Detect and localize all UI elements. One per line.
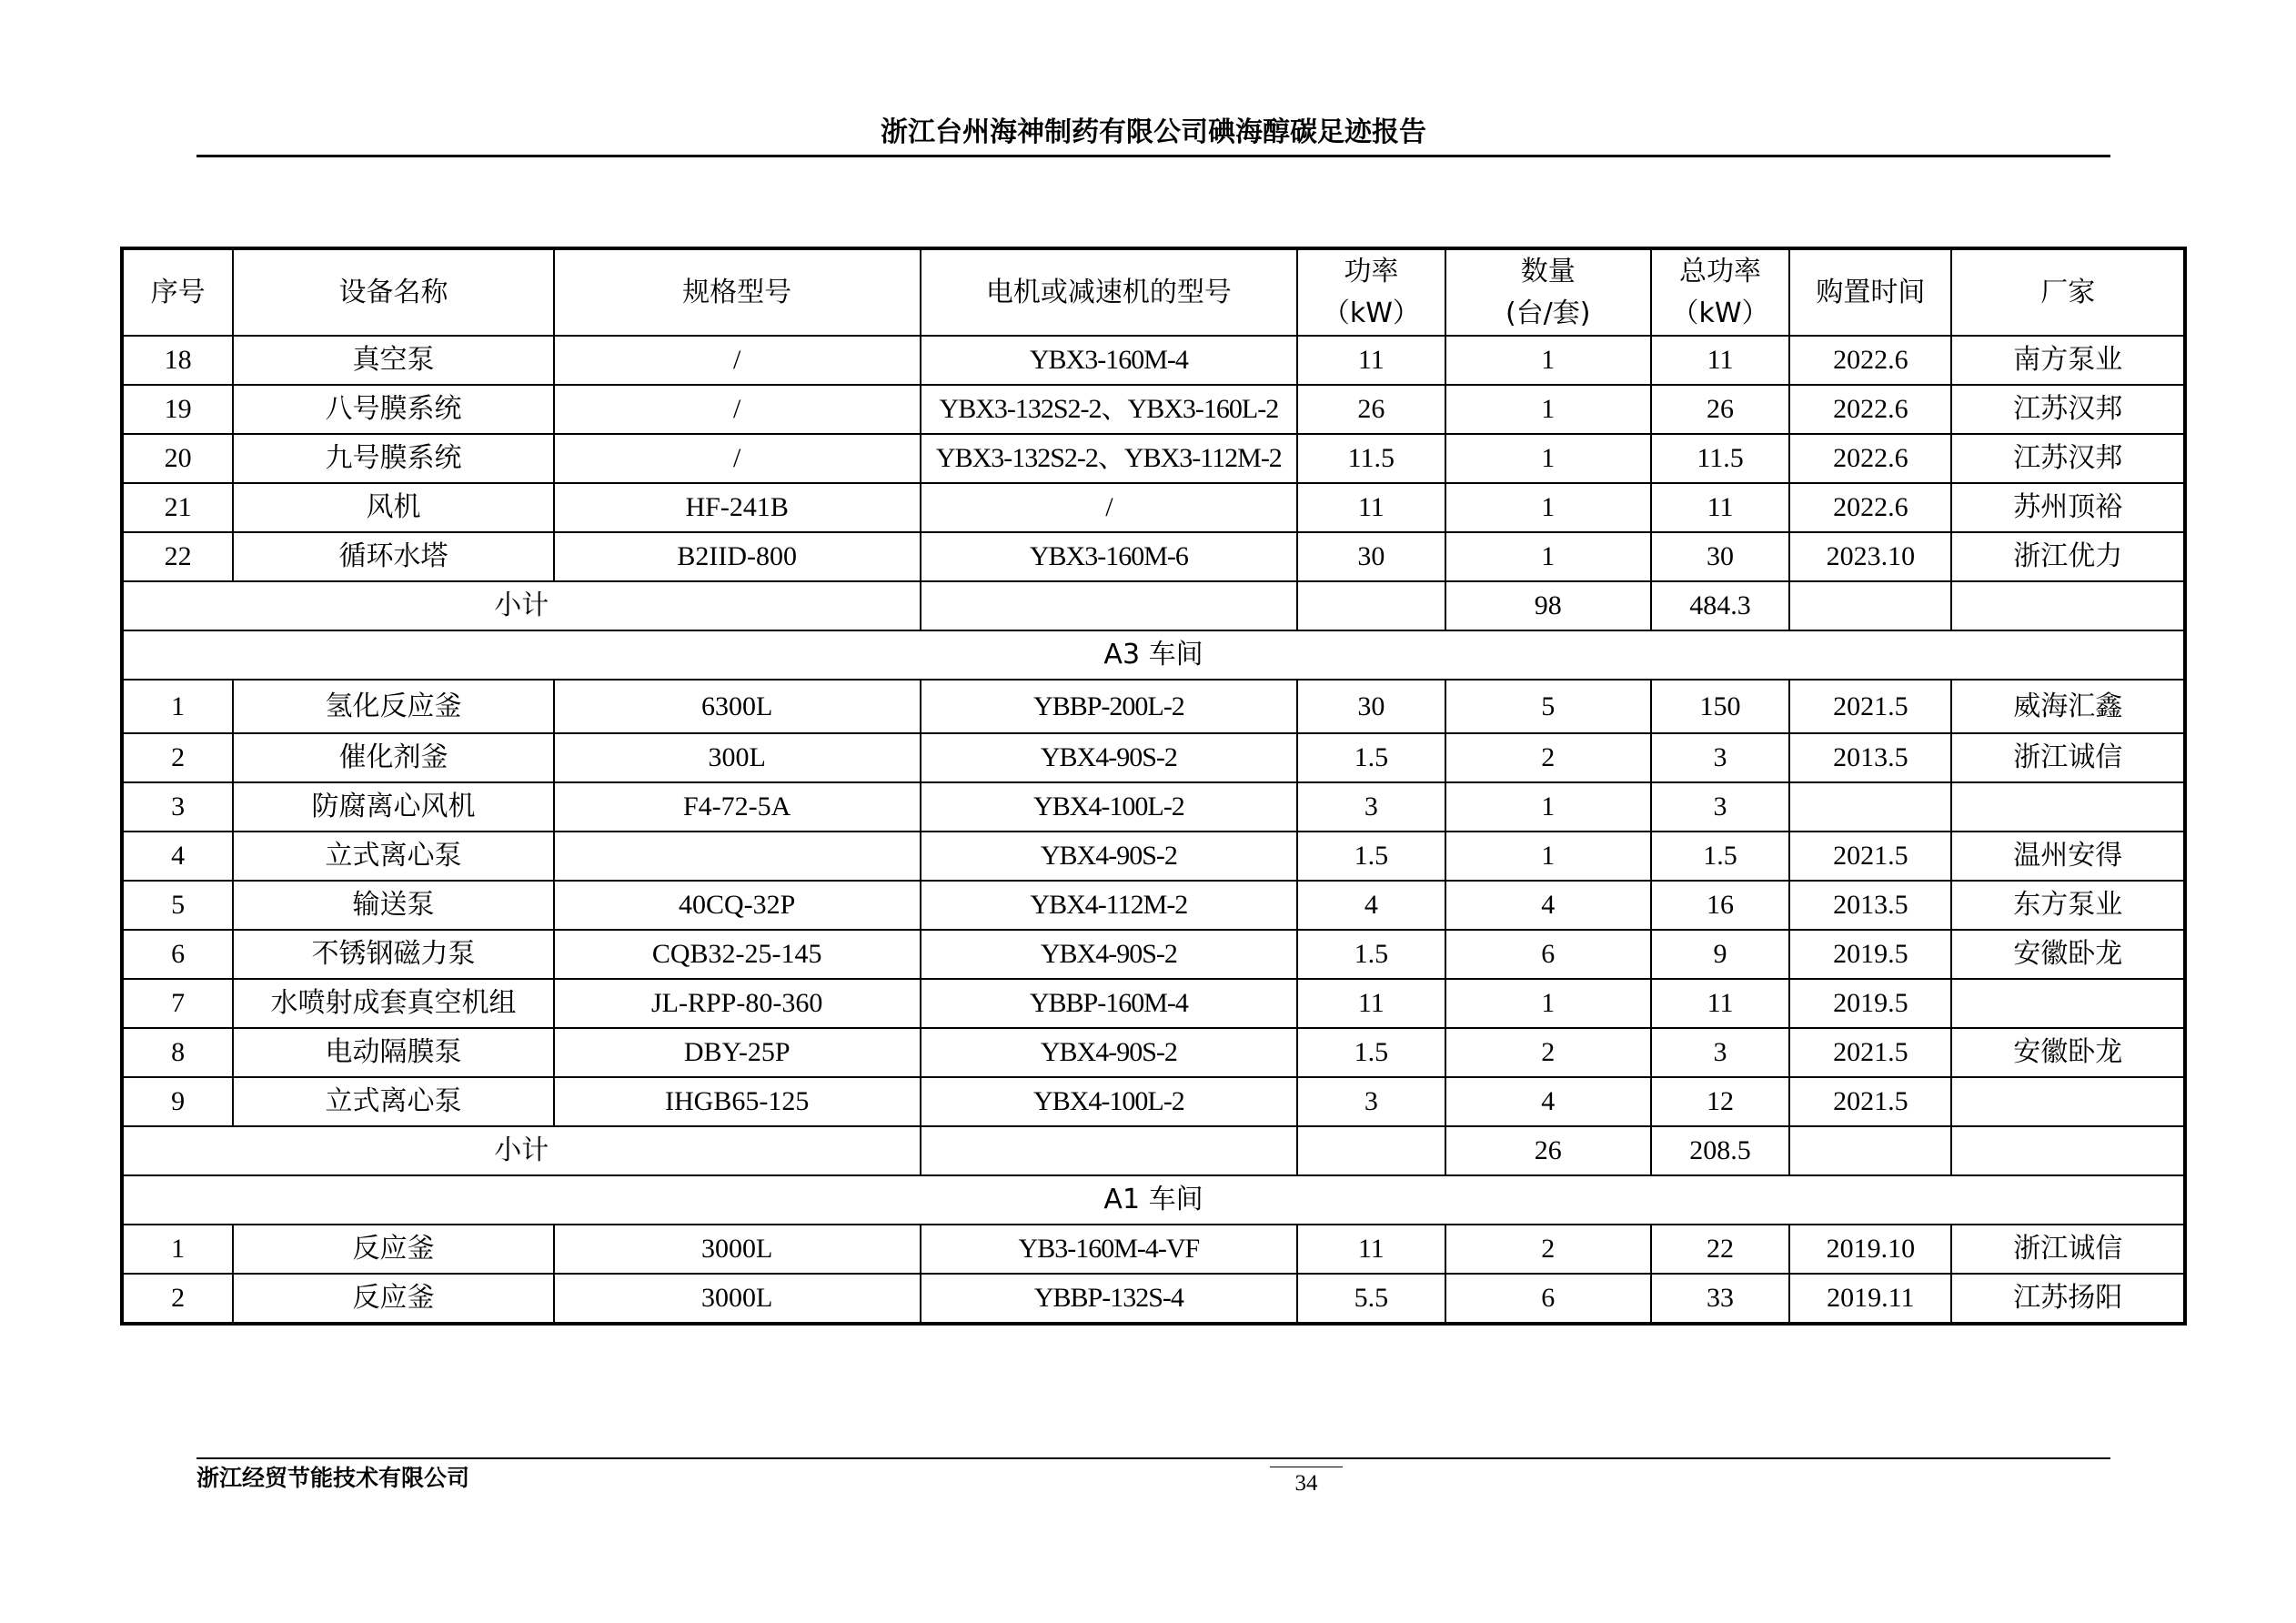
cell-maker [1951,782,2185,832]
cell-motor: YBX3-160M-6 [921,532,1298,581]
cell-maker: 威海汇鑫 [1951,680,2185,733]
header-spec: 规格型号 [554,248,921,336]
cell-power: 5.5 [1297,1274,1445,1324]
cell-date: 2021.5 [1789,680,1951,733]
cell-name: 风机 [233,483,554,532]
cell-power: 1.5 [1297,1028,1445,1077]
cell-qty: 2 [1445,733,1651,782]
cell-motor: YBBP-200L-2 [921,680,1298,733]
cell-motor: YBX4-90S-2 [921,930,1298,979]
footer-divider [196,1457,2110,1459]
cell-power: 1.5 [1297,930,1445,979]
section-a1-heading: A1 车间 [122,1175,2185,1225]
cell-total: 11 [1651,483,1789,532]
cell-seq: 6 [122,930,233,979]
table-row [122,336,2185,385]
footer-company: 浙江经贸节能技术有限公司 [196,1465,470,1491]
section-a3-heading: A3 车间 [122,630,2185,680]
cell-motor: YBX3-132S2-2、YBX3-160L-2 [921,385,1298,434]
cell-date: 2013.5 [1789,881,1951,930]
cell-qty: 6 [1445,930,1651,979]
cell-seq: 5 [122,881,233,930]
cell-name: 八号膜系统 [233,385,554,434]
cell-power: 11 [1297,483,1445,532]
cell-power: 30 [1297,680,1445,733]
cell-spec: F4-72-5A [554,782,921,832]
cell-motor: YBX4-112M-2 [921,881,1298,930]
subtotal-motor [921,1126,1298,1175]
table-row [122,733,2185,782]
header-qty-line1: 数量 [1520,255,1576,287]
cell-name: 反应釜 [233,1225,554,1274]
table-row [122,483,2185,532]
table-row [122,434,2185,483]
header-maker: 厂家 [1951,248,2185,336]
cell-total: 11 [1651,336,1789,385]
cell-motor: YB3-160M-4-VF [921,1225,1298,1274]
cell-spec: / [554,385,921,434]
cell-name: 电动隔膜泵 [233,1028,554,1077]
cell-maker: 浙江诚信 [1951,733,2185,782]
subtotal-power [1297,581,1445,630]
cell-power: 1.5 [1297,733,1445,782]
cell-motor: YBX3-132S2-2、YBX3-112M-2 [921,434,1298,483]
cell-qty: 4 [1445,1077,1651,1126]
cell-motor: YBX4-100L-2 [921,1077,1298,1126]
cell-date: 2021.5 [1789,1077,1951,1126]
cell-spec: 3000L [554,1274,921,1324]
subtotal-row [122,1126,2185,1175]
cell-qty: 1 [1445,832,1651,881]
cell-spec: DBY-25P [554,1028,921,1077]
subtotal-label: 小计 [122,1126,921,1175]
table-row [122,1225,2185,1274]
cell-power: 4 [1297,881,1445,930]
cell-maker: 江苏扬阳 [1951,1274,2185,1324]
cell-date: 2019.5 [1789,979,1951,1028]
cell-maker: 浙江诚信 [1951,1225,2185,1274]
cell-maker: 安徽卧龙 [1951,1028,2185,1077]
cell-spec: / [554,434,921,483]
cell-qty: 1 [1445,979,1651,1028]
cell-total: 3 [1651,733,1789,782]
cell-name: 水喷射成套真空机组 [233,979,554,1028]
cell-total: 12 [1651,1077,1789,1126]
cell-name: 输送泵 [233,881,554,930]
header-name: 设备名称 [233,248,554,336]
cell-qty: 6 [1445,1274,1651,1324]
cell-qty: 1 [1445,385,1651,434]
cell-date: 2013.5 [1789,733,1951,782]
cell-total: 30 [1651,532,1789,581]
cell-total: 33 [1651,1274,1789,1324]
cell-maker: 浙江优力 [1951,532,2185,581]
subtotal-date [1789,1126,1951,1175]
cell-date: 2019.11 [1789,1274,1951,1324]
cell-name: 立式离心泵 [233,1077,554,1126]
cell-motor: YBX4-100L-2 [921,782,1298,832]
table-row [122,881,2185,930]
cell-seq: 7 [122,979,233,1028]
subtotal-total: 484.3 [1651,581,1789,630]
header-qty-line2: (台/套) [1505,297,1591,329]
cell-maker [1951,1077,2185,1126]
table-row [122,1077,2185,1126]
cell-seq: 9 [122,1077,233,1126]
cell-date: 2022.6 [1789,385,1951,434]
cell-spec: HF-241B [554,483,921,532]
cell-qty: 1 [1445,434,1651,483]
table-header-row [122,248,2185,336]
cell-date: 2021.5 [1789,1028,1951,1077]
report-title: 浙江台州海神制药有限公司碘海醇碳足迹报告 [881,116,1426,148]
cell-spec: 3000L [554,1225,921,1274]
cell-seq: 1 [122,680,233,733]
cell-spec [554,832,921,881]
table-row [122,979,2185,1028]
page-number: 34 [1294,1471,1318,1496]
table-row [122,532,2185,581]
cell-name: 反应釜 [233,1274,554,1324]
cell-maker [1951,979,2185,1028]
cell-qty: 5 [1445,680,1651,733]
subtotal-row [122,581,2185,630]
cell-spec: IHGB65-125 [554,1077,921,1126]
cell-total: 11.5 [1651,434,1789,483]
header-power-line1: 功率 [1344,255,1399,287]
cell-seq: 8 [122,1028,233,1077]
cell-spec: 6300L [554,680,921,733]
cell-maker: 东方泵业 [1951,881,2185,930]
cell-qty: 1 [1445,532,1651,581]
cell-date [1789,782,1951,832]
cell-date: 2022.6 [1789,434,1951,483]
cell-power: 26 [1297,385,1445,434]
cell-total: 16 [1651,881,1789,930]
cell-date: 2021.5 [1789,832,1951,881]
cell-power: 1.5 [1297,832,1445,881]
cell-name: 氢化反应釜 [233,680,554,733]
table-row [122,1274,2185,1324]
cell-qty: 2 [1445,1028,1651,1077]
header-total-line2: （kW） [1671,297,1769,329]
cell-total: 11 [1651,979,1789,1028]
header-total-line1: 总功率 [1679,255,1762,287]
cell-power: 3 [1297,1077,1445,1126]
equipment-table [120,247,2187,1326]
cell-total: 3 [1651,1028,1789,1077]
cell-name: 立式离心泵 [233,832,554,881]
cell-motor: / [921,483,1298,532]
cell-motor: YBX4-90S-2 [921,1028,1298,1077]
cell-power: 30 [1297,532,1445,581]
subtotal-maker [1951,1126,2185,1175]
table-row [122,680,2185,733]
cell-maker: 安徽卧龙 [1951,930,2185,979]
table-row [122,930,2185,979]
cell-name: 真空泵 [233,336,554,385]
section-row [122,1175,2185,1225]
cell-seq: 1 [122,1225,233,1274]
cell-total: 22 [1651,1225,1789,1274]
table-row [122,385,2185,434]
cell-seq: 22 [122,532,233,581]
cell-seq: 18 [122,336,233,385]
header-qty [1445,248,1651,336]
cell-spec: JL-RPP-80-360 [554,979,921,1028]
cell-spec: CQB32-25-145 [554,930,921,979]
cell-qty: 2 [1445,1225,1651,1274]
cell-name: 催化剂釜 [233,733,554,782]
subtotal-maker [1951,581,2185,630]
cell-qty: 1 [1445,336,1651,385]
cell-date: 2019.5 [1789,930,1951,979]
cell-date: 2022.6 [1789,483,1951,532]
cell-motor: YBX4-90S-2 [921,832,1298,881]
cell-power: 11.5 [1297,434,1445,483]
table-row [122,782,2185,832]
header-total [1651,248,1789,336]
subtotal-power [1297,1126,1445,1175]
cell-name: 防腐离心风机 [233,782,554,832]
cell-total: 1.5 [1651,832,1789,881]
cell-name: 不锈钢磁力泵 [233,930,554,979]
subtotal-qty: 98 [1445,581,1651,630]
subtotal-total: 208.5 [1651,1126,1789,1175]
cell-maker: 温州安得 [1951,832,2185,881]
cell-power: 11 [1297,1225,1445,1274]
cell-total: 150 [1651,680,1789,733]
subtotal-qty: 26 [1445,1126,1651,1175]
header-date: 购置时间 [1789,248,1951,336]
cell-power: 3 [1297,782,1445,832]
header-power [1297,248,1445,336]
cell-maker: 江苏汉邦 [1951,385,2185,434]
cell-date: 2022.6 [1789,336,1951,385]
header-divider [196,155,2110,157]
cell-seq: 21 [122,483,233,532]
subtotal-motor [921,581,1298,630]
cell-maker: 苏州顶裕 [1951,483,2185,532]
cell-date: 2023.10 [1789,532,1951,581]
cell-total: 3 [1651,782,1789,832]
cell-seq: 19 [122,385,233,434]
cell-spec: / [554,336,921,385]
cell-qty: 1 [1445,782,1651,832]
cell-power: 11 [1297,336,1445,385]
cell-spec: 40CQ-32P [554,881,921,930]
cell-motor: YBBP-132S-4 [921,1274,1298,1324]
header-power-line2: （kW） [1322,297,1420,329]
section-row [122,630,2185,680]
cell-seq: 20 [122,434,233,483]
cell-seq: 4 [122,832,233,881]
cell-qty: 4 [1445,881,1651,930]
cell-seq: 2 [122,1274,233,1324]
cell-spec: 300L [554,733,921,782]
cell-seq: 3 [122,782,233,832]
cell-maker: 江苏汉邦 [1951,434,2185,483]
cell-name: 九号膜系统 [233,434,554,483]
table-row [122,1028,2185,1077]
subtotal-label: 小计 [122,581,921,630]
cell-spec: B2IID-800 [554,532,921,581]
cell-name: 循环水塔 [233,532,554,581]
cell-motor: YBX4-90S-2 [921,733,1298,782]
header-seq: 序号 [122,248,233,336]
subtotal-date [1789,581,1951,630]
cell-qty: 1 [1445,483,1651,532]
cell-seq: 2 [122,733,233,782]
cell-maker: 南方泵业 [1951,336,2185,385]
cell-motor: YBX3-160M-4 [921,336,1298,385]
cell-date: 2019.10 [1789,1225,1951,1274]
table-row [122,832,2185,881]
cell-total: 9 [1651,930,1789,979]
cell-total: 26 [1651,385,1789,434]
cell-motor: YBBP-160M-4 [921,979,1298,1028]
header-motor: 电机或减速机的型号 [921,248,1298,336]
cell-power: 11 [1297,979,1445,1028]
